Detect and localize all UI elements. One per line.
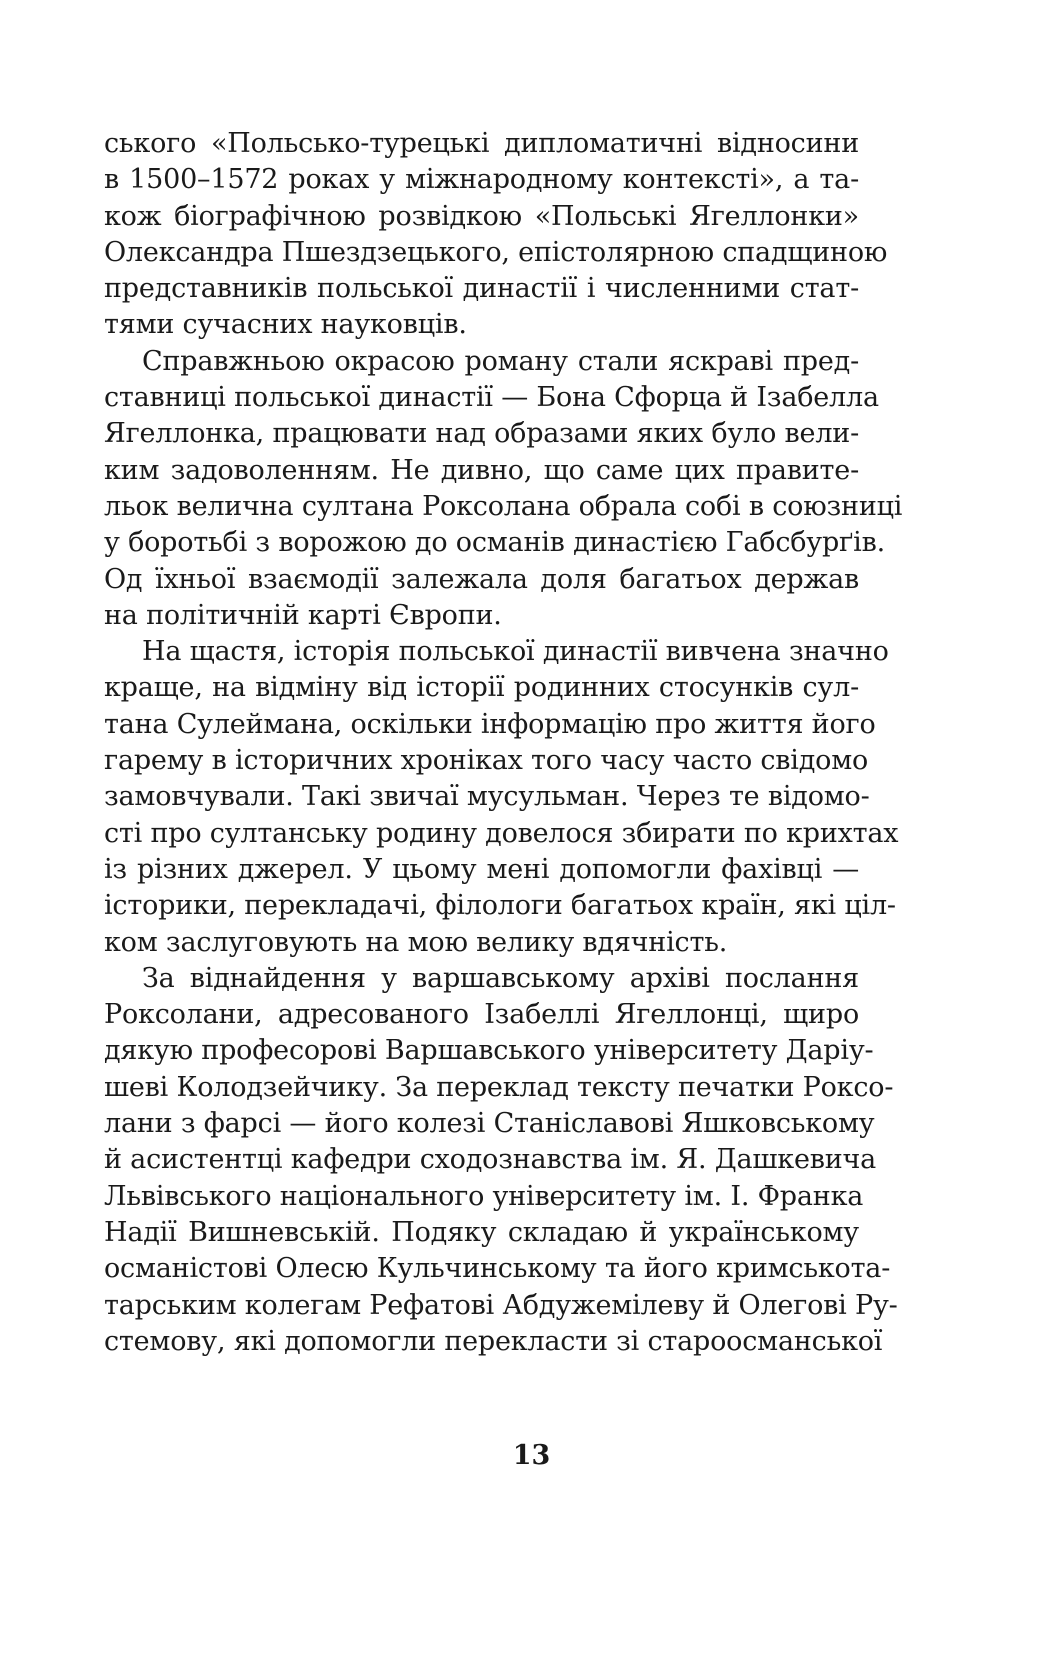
page-body [104,126,903,1360]
text-line: тями сучасних науковців. [104,309,467,341]
text-line: За віднайдення у варшавському архіві послання [142,962,859,994]
text-line: Надії Вишневській. Подяку складаю й українському [104,1216,859,1248]
text-line: ського «Польсько-турецькі дипломатичні відносини [104,128,859,159]
text-line: Од їхньої взаємодії залежала доля багатьох держав [104,563,859,595]
text-line: ким задоволенням. Не дивно, що саме цих правите- [104,454,859,486]
text-line: історики, перекладачі, філологи багатьох країн, які ціл- [104,890,896,922]
text-line: у боротьбі з ворожою до османів династією Габсбурґів. [104,527,885,559]
text-line: краще, на відміну від історії родинних стосунків сул- [104,672,859,704]
text-line: ставниці польської династії — Бона Сфорца й Ізабелла [104,382,879,414]
text-line: лани з фарсі — його колезі Станіславові Яшковському [104,1108,875,1140]
text-line: в 1500–1572 роках у міжнародному контексті», а та- [104,164,859,196]
text-line: стемову, які допомогли перекласти зі староосманської [104,1325,883,1357]
text-line: Львівського національного університету ім. І. Франка [104,1180,864,1212]
text-line: сті про султанську родину довелося збирати по крихтах [104,817,899,849]
text-line: Справжньою окрасою роману стали яскраві пред- [142,345,859,377]
text-line: Олександра Пшездзецького, епістолярною спадщиною [104,236,888,268]
paragraph [104,961,898,1360]
text-line: замовчували. Такі звичаї мусульман. Через те відомо- [104,781,870,813]
paragraph [104,126,888,344]
text-line: із різних джерел. У цьому мені допомогли фахівці — [104,853,859,885]
page-number: 13 [512,1440,551,1471]
text-line: На щастя, історія польської династії вивчена значно [142,636,889,668]
text-line: гарему в історичних хроніках того часу часто свідомо [104,745,869,777]
text-line: ком заслуговують на мою велику вдячність. [104,926,728,958]
text-line: й асистентці кафедри сходознавства ім. Я. Дашкевича [104,1144,877,1176]
text-line: тана Сулеймана, оскільки інформацію про життя його [104,708,876,740]
text-line: шеві Колодзейчику. За переклад тексту печатки Роксо- [104,1071,894,1103]
paragraph [104,344,903,634]
text-line: на політичній карті Європи. [104,599,502,631]
text-line: тарським колегам Рефатові Абдужемілеву й Олегові Ру- [104,1289,898,1321]
text-line: Ягеллонка, працювати над образами яких було вели- [104,418,859,450]
text-line: дякую професорові Варшавського університету Даріу- [104,1035,874,1067]
text-line: Роксолани, адресованого Ізабеллі Ягеллонці, щиро [104,999,859,1031]
text-line: османістові Олесю Кульчинському та його кримськота- [104,1253,891,1285]
text-line: кож біографічною розвідкою «Польські Ягеллонки» [104,200,859,232]
paragraph [104,634,899,961]
text-line: представників польської династії і численними стат- [104,273,859,305]
text-line: льок велична султана Роксолана обрала собі в союзниці [104,490,903,522]
